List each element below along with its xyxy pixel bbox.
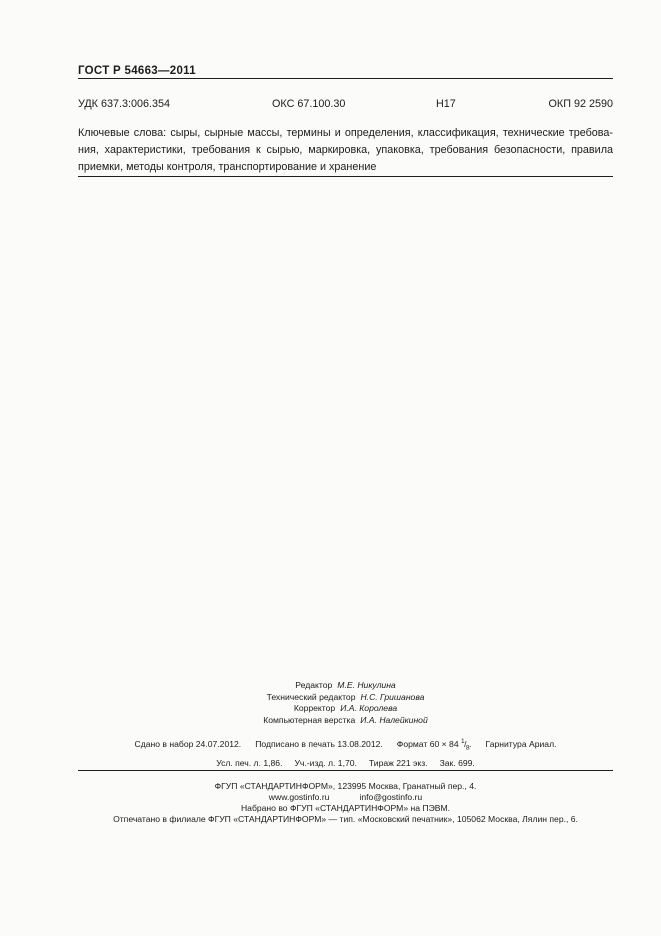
credit-role: Корректор (293, 703, 336, 714)
publisher-address: ФГУП «СТАНДАРТИНФОРМ», 123995 Москва, Гранатный пер., 4. (214, 780, 477, 791)
fraction-one-eighth: $^1/_8$ (461, 738, 470, 752)
credit-person: И.А. Королева (340, 703, 398, 714)
classification-index: Н17 (436, 98, 456, 110)
okp-code: ОКП 92 2590 (548, 98, 613, 110)
print-info-line-1 (78, 735, 613, 756)
publisher-typeset-note: Набрано во ФГУП «СТАНДАРТИНФОРМ» на ПЭВМ. (240, 802, 451, 813)
credit-role: Компьютерная верстка (263, 714, 356, 725)
credit-person: Н.С. Гришанова (360, 691, 425, 702)
paper-format: Формат 60 × 84 $^1/_8$. (396, 738, 472, 752)
typeface: Гарнитура Ариал. (485, 739, 557, 750)
divider-publisher (78, 770, 613, 771)
keywords-paragraph (78, 125, 613, 176)
publisher-printed-note: Отпечатано в филиале ФГУП «СТАНДАРТИНФОРМ» — тип. «Московский печатник», 105062 Москва, Лялин пер., 6. (113, 813, 578, 824)
conventional-sheets: Усл. печ. л. 1,86. (216, 757, 283, 768)
credit-person: М.Е. Никулина (337, 680, 396, 690)
divider-keywords-bottom (78, 176, 613, 177)
credit-person: И.А. Налейкиной (360, 714, 428, 725)
order-number: Зак. 699. (439, 757, 475, 768)
signed-date: Подписано в печать 13.08.2012. (255, 739, 383, 750)
publisher-contacts (78, 792, 613, 803)
set-date: Сдано в набор 24.07.2012. (134, 739, 242, 750)
credit-line-layout (78, 715, 613, 727)
divider-top (78, 78, 613, 79)
publisher-block (78, 781, 613, 825)
classification-row (78, 98, 613, 111)
credit-line-technical-editor (78, 692, 613, 704)
publisher-email: info@gostinfo.ru (359, 791, 423, 802)
credit-role: Технический редактор (266, 691, 356, 702)
keywords-line: ния, характеристики, требования к сырью, маркировка, упаковка, требования безопасности, правила (78, 144, 613, 156)
credit-line-proofreader (78, 703, 613, 715)
keywords-line: Ключевые слова: сыры, сырные массы, термины и определения, классификация, технические требова- (78, 127, 613, 139)
publishing-sheets: Уч.-изд. л. 1,70. (294, 757, 357, 768)
oks-code: ОКС 67.100.30 (272, 98, 346, 110)
print-info-line-2 (78, 756, 613, 770)
keywords-line: приемки, методы контроля, транспортирование и хранение (78, 161, 377, 173)
udk-code: УДК 637.3:006.354 (78, 98, 171, 110)
credit-line-editor (78, 680, 613, 692)
print-info-block (78, 735, 613, 770)
publisher-website: www.gostinfo.ru (268, 791, 330, 802)
circulation: Тираж 221 экз. (368, 757, 428, 768)
credits-block (78, 680, 613, 726)
standard-code: ГОСТ Р 54663—2011 (78, 65, 196, 77)
credit-role: Редактор (295, 680, 333, 690)
